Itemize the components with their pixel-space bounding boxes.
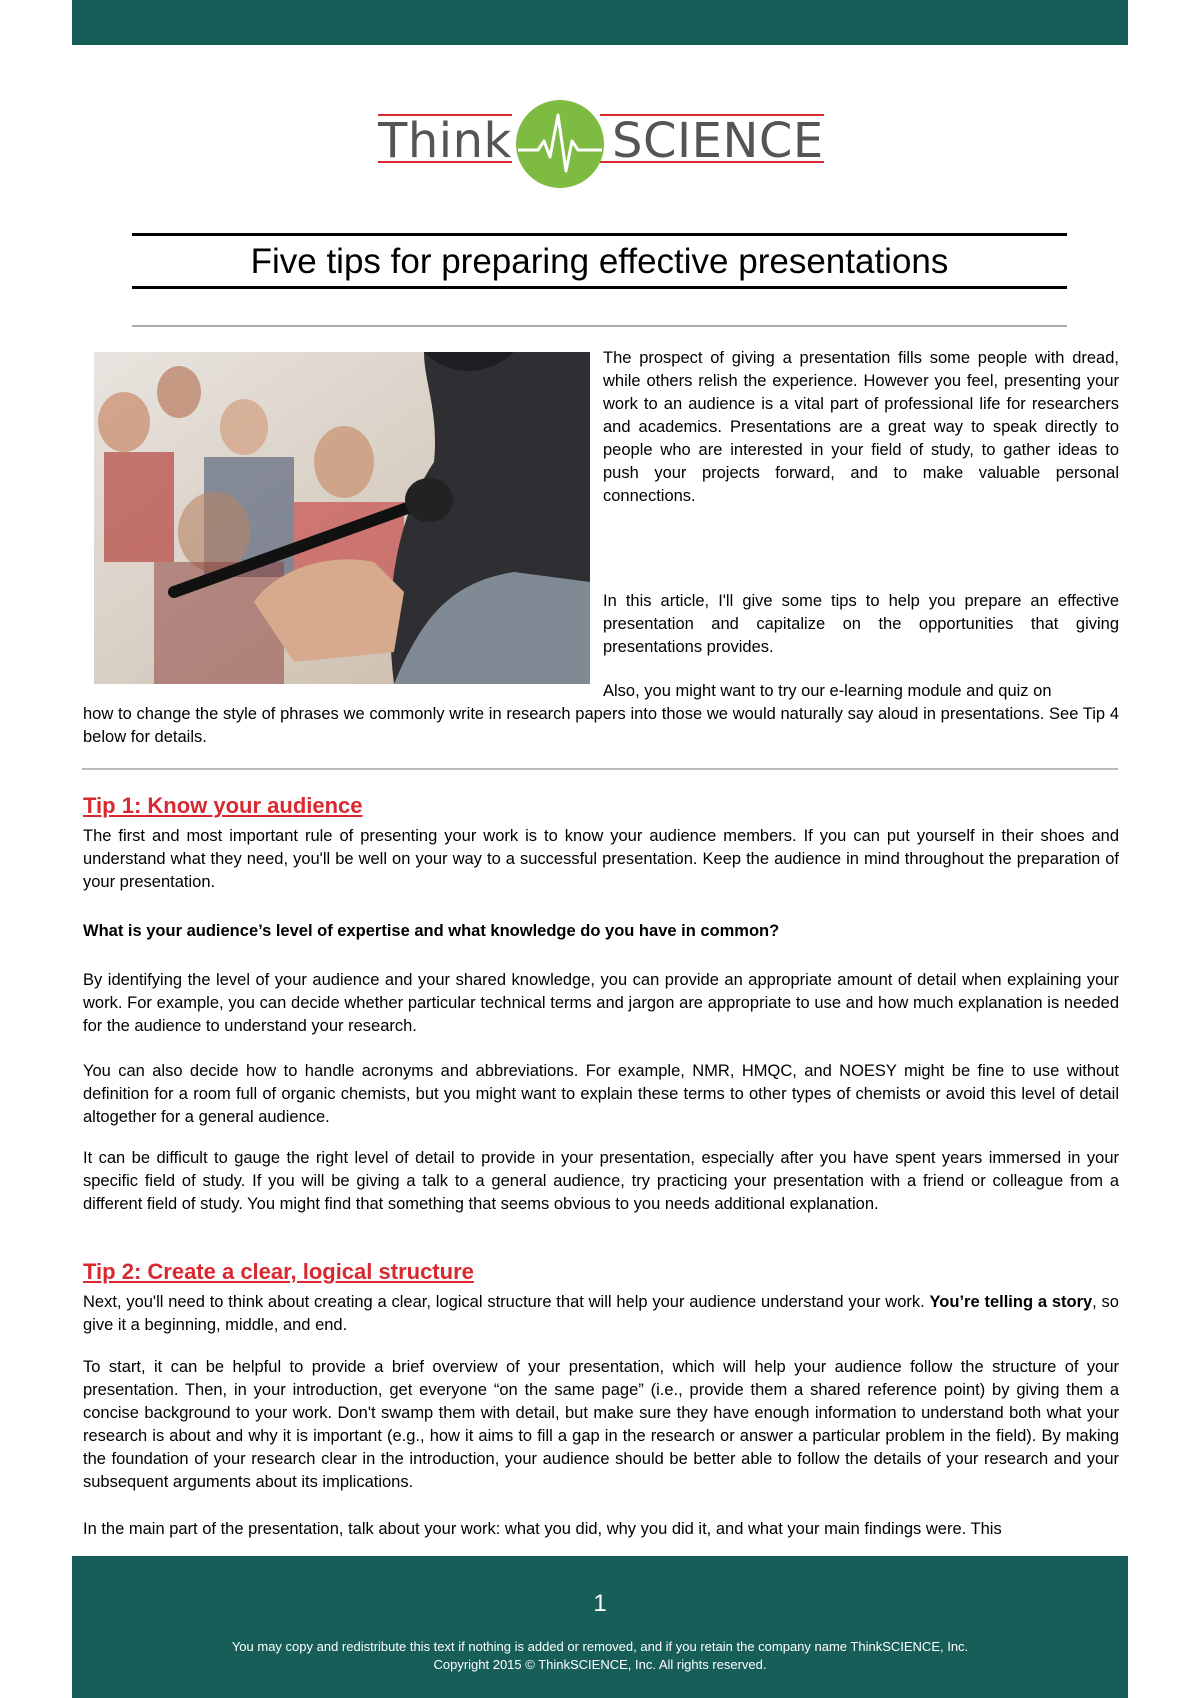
intro-paragraph-3-cont: how to change the style of phrases we commonly write in research papers into those we would naturally say aloud in presentations. See Tip 4 below for details. bbox=[83, 705, 1119, 746]
license-line-1: You may copy and redistribute this text if nothing is added or removed, and if you retain the company name ThinkSCIENCE, Inc. bbox=[231, 1639, 969, 1654]
title-rule-bottom bbox=[132, 286, 1067, 289]
tip2-p1-text-c: , so give it a beginning, middle, and end. bbox=[83, 1293, 1119, 1334]
tip1-paragraph-4: It can be difficult to gauge the right level of detail to provide in your presentation, especially after you have spent years immersed in your specific field of study. If you will be giving a talk to a general audience, try practicing your presentation with a friend or colleague from a different field of study. You might find that something that seems obvious to you needs additional explanation. bbox=[83, 1149, 1119, 1213]
logo-word-science: SCIENCE bbox=[612, 113, 824, 169]
tip2-paragraph-1 bbox=[83, 1291, 1119, 1337]
tip2-p1-text-a: Next, you'll need to think about creating a clear, logical structure that will help your audience understand your work. bbox=[83, 1293, 925, 1311]
tip2-paragraph-2: To start, it can be helpful to provide a brief overview of your presentation, which will help your audience follow the structure of your presentation. Then, in your introduction, get everyone “on the same page” (i.e., provide them a shared reference point) by giving them a concise background to your work. Don't swamp them with detail, but make sure they have enough information to understand both what your research is about and why it is important (e.g., how it aims to fill a gap in the research or answer a particular problem in the field). By making the foundation of your research clear in the introduction, your audience should be better able to follow the details of your research and your subsequent arguments about its implications. bbox=[83, 1358, 1119, 1491]
footer-band bbox=[72, 1556, 1128, 1698]
thinkscience-logo bbox=[378, 97, 824, 191]
license-line-2: Copyright 2015 © ThinkSCIENCE, Inc. All rights reserved. bbox=[433, 1657, 767, 1672]
page-number: 1 bbox=[593, 1590, 607, 1617]
tip2-p1-bold: You’re telling a story bbox=[929, 1293, 1093, 1311]
tip1-question: What is your audience’s level of expertise and what knowledge do you have in common? bbox=[83, 922, 780, 940]
license-text bbox=[72, 1638, 1128, 1674]
title-rule-top bbox=[132, 233, 1067, 236]
title-separator bbox=[132, 325, 1067, 327]
tip1-paragraph-1: The first and most important rule of presenting your work is to know your audience members. If you can put yourself in their shoes and understand what they need, you'll be well on your way to a successful presentation. Keep the audience in mind throughout the preparation of your presentation. bbox=[83, 827, 1119, 891]
logo-word-think: Think bbox=[378, 113, 512, 169]
tip1-paragraph-2: By identifying the level of your audience and your shared knowledge, you can provide an appropriate amount of detail when explaining your work. For example, you can decide whether particular technical terms and jargon are appropriate to use and how much explanation is needed for the audience to understand your research. bbox=[83, 971, 1119, 1035]
header-band bbox=[72, 0, 1128, 45]
intro-paragraph-2: In this article, I'll give some tips to help you prepare an effective presentation and capitalize on the opportunities that giving presentations provides. bbox=[603, 592, 1119, 656]
intro-paragraph-3-start: Also, you might want to try our e-learning module and quiz on bbox=[603, 682, 1052, 700]
intro-paragraph-1: The prospect of giving a presentation fills some people with dread, while others relish the experience. However you feel, presenting your work to an audience is a vital part of professional life for researchers and academics. Presentations are a great way to speak directly to people who are interested in your field of study, to gather ideas to push your projects forward, and to make valuable personal connections. bbox=[603, 349, 1119, 505]
page-title: Five tips for preparing effective presentations bbox=[250, 242, 949, 281]
intro-separator bbox=[82, 768, 1118, 770]
heartbeat-icon bbox=[514, 97, 606, 191]
tip2-paragraph-3: In the main part of the presentation, talk about your work: what you did, why you did it, and what your main findings were. This bbox=[83, 1520, 1002, 1538]
tip1-heading: Tip 1: Know your audience bbox=[83, 793, 363, 818]
tip1-paragraph-3: You can also decide how to handle acronyms and abbreviations. For example, NMR, HMQC, and NOESY might be fine to use without definition for a room full of organic chemists, but you might want to explain these terms to other types of chemists or avoid this level of detail altogether for a general audience. bbox=[83, 1062, 1119, 1126]
tip2-heading: Tip 2: Create a clear, logical structure bbox=[83, 1259, 474, 1284]
speaker-photo bbox=[94, 352, 590, 684]
